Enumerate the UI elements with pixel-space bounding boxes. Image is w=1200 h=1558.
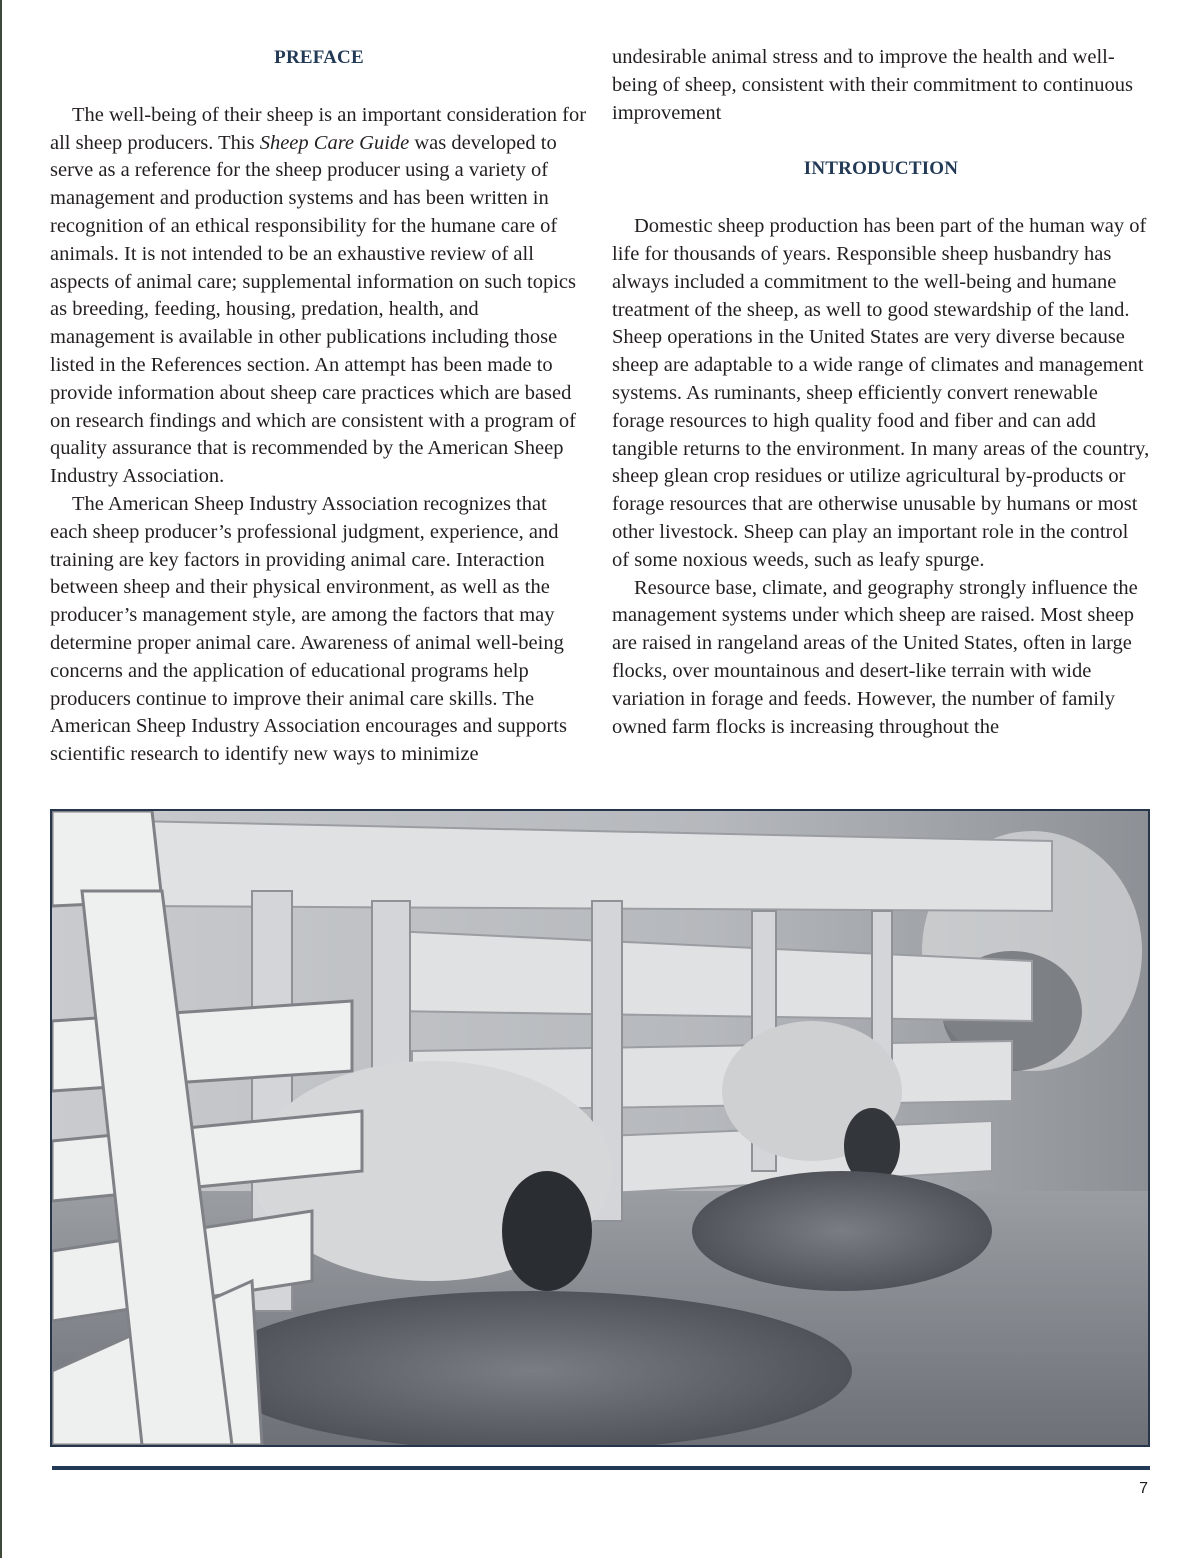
introduction-heading: INTRODUCTION	[803, 158, 959, 180]
sheep-photo-illustration	[52, 811, 1148, 1445]
introduction-paragraph-2: Resource base, climate, and geography strongly influence the management systems under which sheep are raised. Most sheep are raised in rangeland areas of the United States, often in large flocks, over mountainous and desert-like terrain with wide variation in forage and feeds. However, the number of family owned farm flocks is increasing throughout the	[612, 576, 1138, 738]
preface-paragraph-2-continued: undesirable animal stress and to improve the health and well-being of sheep, consistent with their commitment to continuous improvement	[612, 46, 1133, 124]
page-edge-line	[0, 0, 2, 1558]
preface-paragraph-2: The American Sheep Industry Association recognizes that each sheep producer’s professional judgment, experience, and training are key factors in providing animal care. Interaction between sheep and their physical environment, as well as the producer’s management style, are among the factors that may determine proper animal care. Awareness of animal well-being concerns and the application of educational programs help producers continue to improve their animal care skills. The American Sheep Industry Association encourages and supports scientific research to identify new ways to minimize	[50, 492, 567, 766]
guide-title: Sheep Care Guide	[259, 131, 410, 154]
right-column	[612, 44, 1150, 741]
preface-paragraph-1-start: The well-being of their sheep is an important consideration for all sheep producers. This	[50, 103, 587, 154]
sheep-feeding-photo	[50, 809, 1150, 1447]
page-number: 7	[1139, 1480, 1148, 1497]
left-column	[50, 44, 588, 769]
footer-rule	[52, 1466, 1150, 1470]
preface-paragraph-1	[50, 102, 588, 491]
introduction-paragraph-1: Domestic sheep production has been part of the human way of life for thousands of years. Responsible sheep husbandry has always included a commitment to the well-being and humane treatment of the sheep, as well to good stewardship of the land. Sheep operations in the United States are very diverse because sheep are adaptable to a wide range of climates and management systems. As ruminants, sheep efficiently convert renewable forage resources to high quality food and fiber and can add tangible returns to the environment. In many areas of the country, sheep glean crop residues or utilize agricultural by-products or forage resources that are otherwise unusable by humans or most other livestock. Sheep can play an important role in the control of some noxious weeds, such as leafy spurge.	[612, 215, 1150, 571]
preface-heading: PREFACE	[274, 47, 364, 68]
preface-paragraph-1-end: was developed to serve as a reference for the sheep producer using a variety of management and production systems and has been written in recognition of an ethical responsibility for the humane care of animals. It is not intended to be an exhaustive review of all aspects of animal care; supplemental information on such topics as breeding, feeding, housing, predation, health, and management is available in other publications including those listed in the References section. An attempt has been made to provide information about sheep care practices which are based on research findings and which are consistent with a program of quality assurance that is recommended by the American Sheep Industry Association.	[50, 131, 577, 488]
